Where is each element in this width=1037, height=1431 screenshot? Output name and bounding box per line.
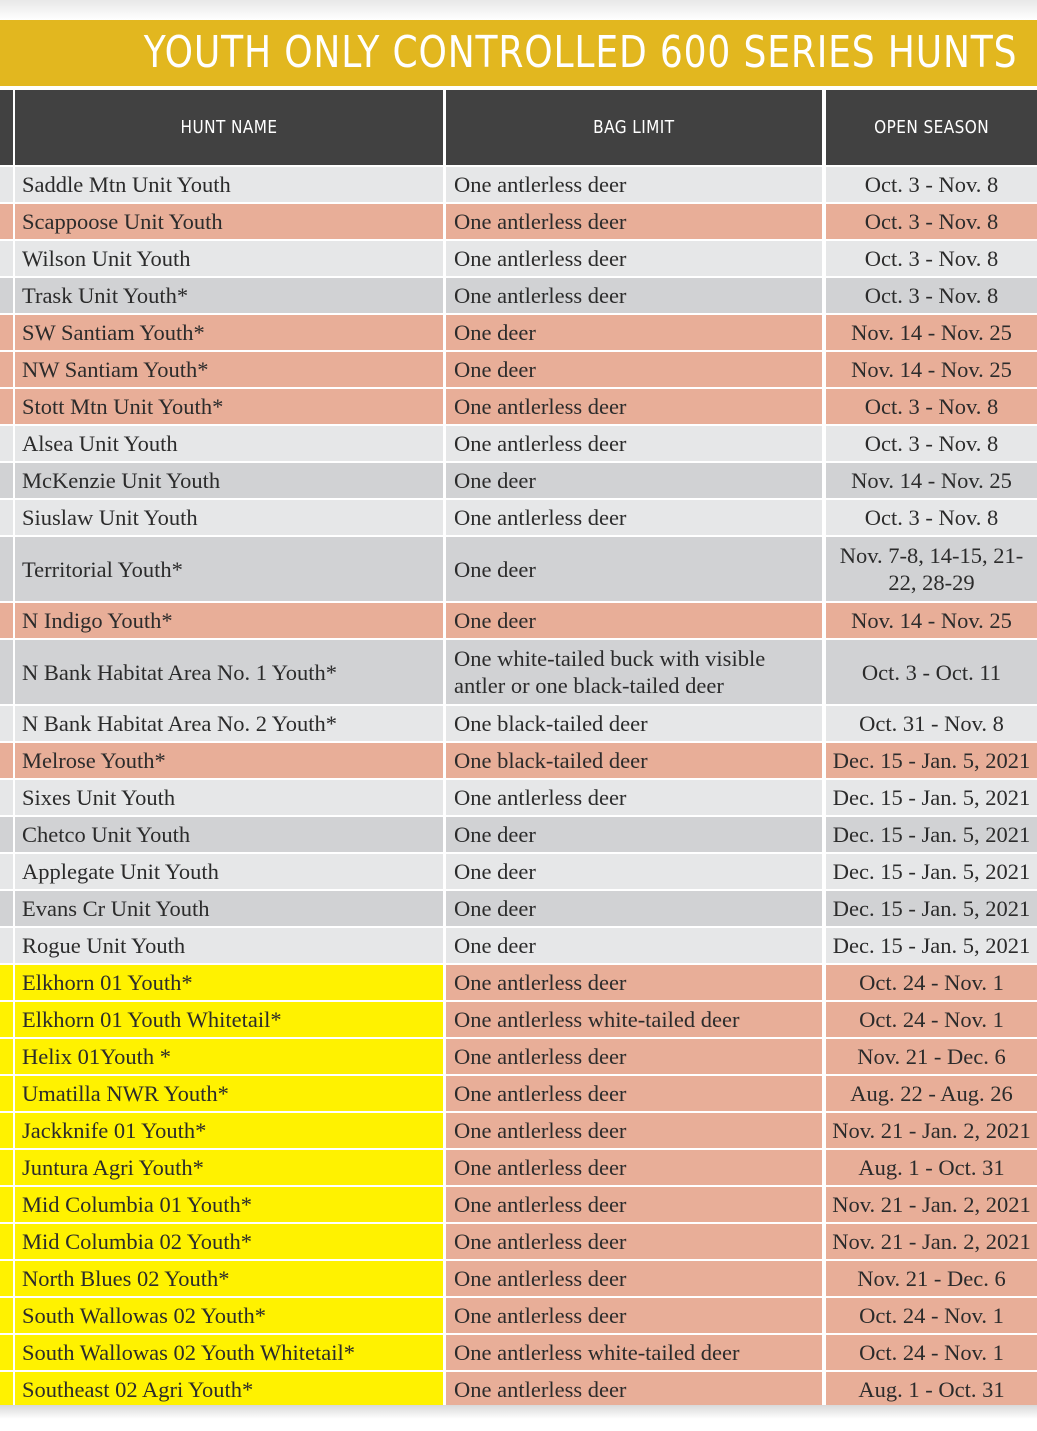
row-edge-cell [0, 352, 13, 387]
row-edge-cell [0, 780, 13, 815]
title-banner [0, 20, 1037, 86]
open-season-cell: Nov. 21 - Jan. 2, 2021 [826, 1187, 1037, 1222]
bag-limit-cell: One deer [446, 537, 822, 601]
table-row [0, 1002, 1037, 1039]
row-edge-cell [0, 817, 13, 852]
bag-limit-cell: One deer [446, 891, 822, 926]
open-season-cell: Nov. 14 - Nov. 25 [826, 352, 1037, 387]
hunt-name-cell: N Indigo Youth* [15, 603, 443, 638]
row-edge-cell [0, 426, 13, 461]
row-edge-cell [0, 537, 13, 601]
row-edge-cell [0, 1335, 13, 1370]
hunt-name-cell: Territorial Youth* [15, 537, 443, 601]
page-bottom-shadow [0, 1405, 1037, 1419]
table-row [0, 500, 1037, 537]
table-row [0, 1261, 1037, 1298]
hunt-name-cell: McKenzie Unit Youth [15, 463, 443, 498]
bag-limit-cell: One antlerless deer [446, 1187, 822, 1222]
bag-limit-cell: One deer [446, 603, 822, 638]
page-top-shadow [0, 0, 1037, 20]
row-edge-cell [0, 1076, 13, 1111]
table-row [0, 928, 1037, 965]
open-season-cell: Dec. 15 - Jan. 5, 2021 [826, 817, 1037, 852]
open-season-cell: Dec. 15 - Jan. 5, 2021 [826, 780, 1037, 815]
hunt-name-cell: South Wallowas 02 Youth* [15, 1298, 443, 1333]
bag-limit-cell: One antlerless deer [446, 965, 822, 1000]
bag-limit-cell: One antlerless deer [446, 241, 822, 276]
column-header-open-season-label: OPEN SEASON [874, 117, 989, 138]
bag-limit-cell: One antlerless deer [446, 780, 822, 815]
table-row [0, 1113, 1037, 1150]
table-row [0, 1372, 1037, 1409]
table-row [0, 743, 1037, 780]
row-edge-cell [0, 500, 13, 535]
hunt-name-cell: South Wallowas 02 Youth Whitetail* [15, 1335, 443, 1370]
row-edge-cell [0, 389, 13, 424]
table-row [0, 891, 1037, 928]
bag-limit-cell: One deer [446, 315, 822, 350]
row-edge-cell [0, 1150, 13, 1185]
hunt-name-cell: Elkhorn 01 Youth* [15, 965, 443, 1000]
row-edge-cell [0, 1187, 13, 1222]
hunt-name-cell: Wilson Unit Youth [15, 241, 443, 276]
open-season-cell: Dec. 15 - Jan. 5, 2021 [826, 891, 1037, 926]
hunt-name-cell: NW Santiam Youth* [15, 352, 443, 387]
hunt-name-cell: Melrose Youth* [15, 743, 443, 778]
table-row [0, 854, 1037, 891]
bag-limit-cell: One white-tailed buck with visible antler or one black-tailed deer [446, 640, 822, 704]
open-season-cell: Nov. 21 - Dec. 6 [826, 1261, 1037, 1296]
open-season-cell: Aug. 22 - Aug. 26 [826, 1076, 1037, 1111]
hunt-name-cell: Mid Columbia 01 Youth* [15, 1187, 443, 1222]
open-season-cell: Nov. 7-8, 14-15, 21-22, 28-29 [826, 537, 1037, 601]
bag-limit-cell: One black-tailed deer [446, 743, 822, 778]
page-title: YOUTH ONLY CONTROLLED 600 SERIES HUNTS [143, 27, 1017, 78]
row-edge-cell [0, 1298, 13, 1333]
open-season-cell: Oct. 3 - Nov. 8 [826, 167, 1037, 202]
table-row [0, 965, 1037, 1002]
row-edge-cell [0, 1372, 13, 1407]
bag-limit-cell: One antlerless deer [446, 1224, 822, 1259]
table-row [0, 1187, 1037, 1224]
hunt-name-cell: N Bank Habitat Area No. 1 Youth* [15, 640, 443, 704]
column-header-bag-limit-label: BAG LIMIT [593, 117, 675, 138]
table-row [0, 352, 1037, 389]
table-row [0, 1150, 1037, 1187]
bag-limit-cell: One antlerless deer [446, 278, 822, 313]
bag-limit-cell: One antlerless deer [446, 1298, 822, 1333]
open-season-cell: Oct. 3 - Nov. 8 [826, 204, 1037, 239]
row-edge-cell [0, 463, 13, 498]
open-season-cell: Oct. 3 - Nov. 8 [826, 241, 1037, 276]
row-edge-cell [0, 315, 13, 350]
row-edge-cell [0, 278, 13, 313]
open-season-cell: Oct. 3 - Nov. 8 [826, 500, 1037, 535]
hunt-name-cell: Evans Cr Unit Youth [15, 891, 443, 926]
table-row [0, 537, 1037, 603]
row-edge-cell [0, 706, 13, 741]
open-season-cell: Aug. 1 - Oct. 31 [826, 1372, 1037, 1407]
row-edge-cell [0, 640, 13, 704]
bag-limit-cell: One antlerless white-tailed deer [446, 1335, 822, 1370]
open-season-cell: Dec. 15 - Jan. 5, 2021 [826, 854, 1037, 889]
hunt-name-cell: Umatilla NWR Youth* [15, 1076, 443, 1111]
row-edge-cell [0, 891, 13, 926]
bag-limit-cell: One antlerless deer [446, 1150, 822, 1185]
bag-limit-cell: One antlerless white-tailed deer [446, 1002, 822, 1037]
bag-limit-cell: One antlerless deer [446, 1261, 822, 1296]
table-row [0, 780, 1037, 817]
hunt-name-cell: Alsea Unit Youth [15, 426, 443, 461]
open-season-cell: Oct. 3 - Oct. 11 [826, 640, 1037, 704]
bag-limit-cell: One deer [446, 463, 822, 498]
open-season-cell: Oct. 24 - Nov. 1 [826, 1002, 1037, 1037]
hunt-name-cell: Saddle Mtn Unit Youth [15, 167, 443, 202]
open-season-cell: Nov. 14 - Nov. 25 [826, 315, 1037, 350]
bag-limit-cell: One antlerless deer [446, 1372, 822, 1407]
bag-limit-cell: One antlerless deer [446, 204, 822, 239]
table-row [0, 640, 1037, 706]
table-row [0, 603, 1037, 640]
row-edge-cell [0, 1002, 13, 1037]
hunt-name-cell: N Bank Habitat Area No. 2 Youth* [15, 706, 443, 741]
hunt-name-cell: Stott Mtn Unit Youth* [15, 389, 443, 424]
column-header-bag-limit [446, 90, 822, 165]
bag-limit-cell: One black-tailed deer [446, 706, 822, 741]
open-season-cell: Oct. 24 - Nov. 1 [826, 965, 1037, 1000]
open-season-cell: Dec. 15 - Jan. 5, 2021 [826, 743, 1037, 778]
column-header-open-season [826, 90, 1037, 165]
table-row [0, 1335, 1037, 1372]
hunt-name-cell: Sixes Unit Youth [15, 780, 443, 815]
bag-limit-cell: One antlerless deer [446, 167, 822, 202]
open-season-cell: Oct. 3 - Nov. 8 [826, 389, 1037, 424]
row-edge-cell [0, 965, 13, 1000]
table-row [0, 167, 1037, 204]
row-edge-cell [0, 241, 13, 276]
row-edge-cell [0, 603, 13, 638]
row-edge-cell [0, 1224, 13, 1259]
table-row [0, 1298, 1037, 1335]
table-row [0, 817, 1037, 854]
bag-limit-cell: One deer [446, 854, 822, 889]
hunt-name-cell: Applegate Unit Youth [15, 854, 443, 889]
bag-limit-cell: One antlerless deer [446, 1039, 822, 1074]
bag-limit-cell: One antlerless deer [446, 1113, 822, 1148]
table-row [0, 1224, 1037, 1261]
open-season-cell: Nov. 21 - Dec. 6 [826, 1039, 1037, 1074]
open-season-cell: Nov. 21 - Jan. 2, 2021 [826, 1224, 1037, 1259]
table-row [0, 706, 1037, 743]
row-edge-cell [0, 743, 13, 778]
hunt-name-cell: Mid Columbia 02 Youth* [15, 1224, 443, 1259]
open-season-cell: Nov. 14 - Nov. 25 [826, 603, 1037, 638]
row-edge-cell [0, 928, 13, 963]
open-season-cell: Dec. 15 - Jan. 5, 2021 [826, 928, 1037, 963]
table-row [0, 1076, 1037, 1113]
row-edge-cell [0, 1113, 13, 1148]
column-header-hunt-name [15, 90, 443, 165]
bag-limit-cell: One deer [446, 352, 822, 387]
row-edge-cell [0, 204, 13, 239]
table-row [0, 204, 1037, 241]
open-season-cell: Nov. 21 - Jan. 2, 2021 [826, 1113, 1037, 1148]
row-edge-cell [0, 167, 13, 202]
hunt-name-cell: Elkhorn 01 Youth Whitetail* [15, 1002, 443, 1037]
hunt-name-cell: Southeast 02 Agri Youth* [15, 1372, 443, 1407]
hunt-name-cell: Helix 01Youth * [15, 1039, 443, 1074]
open-season-cell: Oct. 31 - Nov. 8 [826, 706, 1037, 741]
header-edge-cell [0, 90, 13, 165]
table-row [0, 1039, 1037, 1076]
table-row [0, 463, 1037, 500]
hunt-name-cell: Chetco Unit Youth [15, 817, 443, 852]
hunt-name-cell: Siuslaw Unit Youth [15, 500, 443, 535]
bag-limit-cell: One antlerless deer [446, 389, 822, 424]
hunt-name-cell: Rogue Unit Youth [15, 928, 443, 963]
hunt-name-cell: North Blues 02 Youth* [15, 1261, 443, 1296]
row-edge-cell [0, 1261, 13, 1296]
bag-limit-cell: One deer [446, 817, 822, 852]
hunt-name-cell: Trask Unit Youth* [15, 278, 443, 313]
column-header-hunt-name-label: HUNT NAME [180, 117, 278, 138]
open-season-cell: Aug. 1 - Oct. 31 [826, 1150, 1037, 1185]
hunt-name-cell: Jackknife 01 Youth* [15, 1113, 443, 1148]
hunt-name-cell: Juntura Agri Youth* [15, 1150, 443, 1185]
hunt-name-cell: Scappoose Unit Youth [15, 204, 443, 239]
table-row [0, 389, 1037, 426]
bag-limit-cell: One antlerless deer [446, 1076, 822, 1111]
table-row [0, 426, 1037, 463]
bag-limit-cell: One antlerless deer [446, 426, 822, 461]
row-edge-cell [0, 1039, 13, 1074]
open-season-cell: Nov. 14 - Nov. 25 [826, 463, 1037, 498]
table-row [0, 278, 1037, 315]
open-season-cell: Oct. 24 - Nov. 1 [826, 1298, 1037, 1333]
hunt-name-cell: SW Santiam Youth* [15, 315, 443, 350]
open-season-cell: Oct. 3 - Nov. 8 [826, 278, 1037, 313]
table-row [0, 241, 1037, 278]
bag-limit-cell: One antlerless deer [446, 500, 822, 535]
open-season-cell: Oct. 24 - Nov. 1 [826, 1335, 1037, 1370]
bag-limit-cell: One deer [446, 928, 822, 963]
open-season-cell: Oct. 3 - Nov. 8 [826, 426, 1037, 461]
table-row [0, 315, 1037, 352]
row-edge-cell [0, 854, 13, 889]
